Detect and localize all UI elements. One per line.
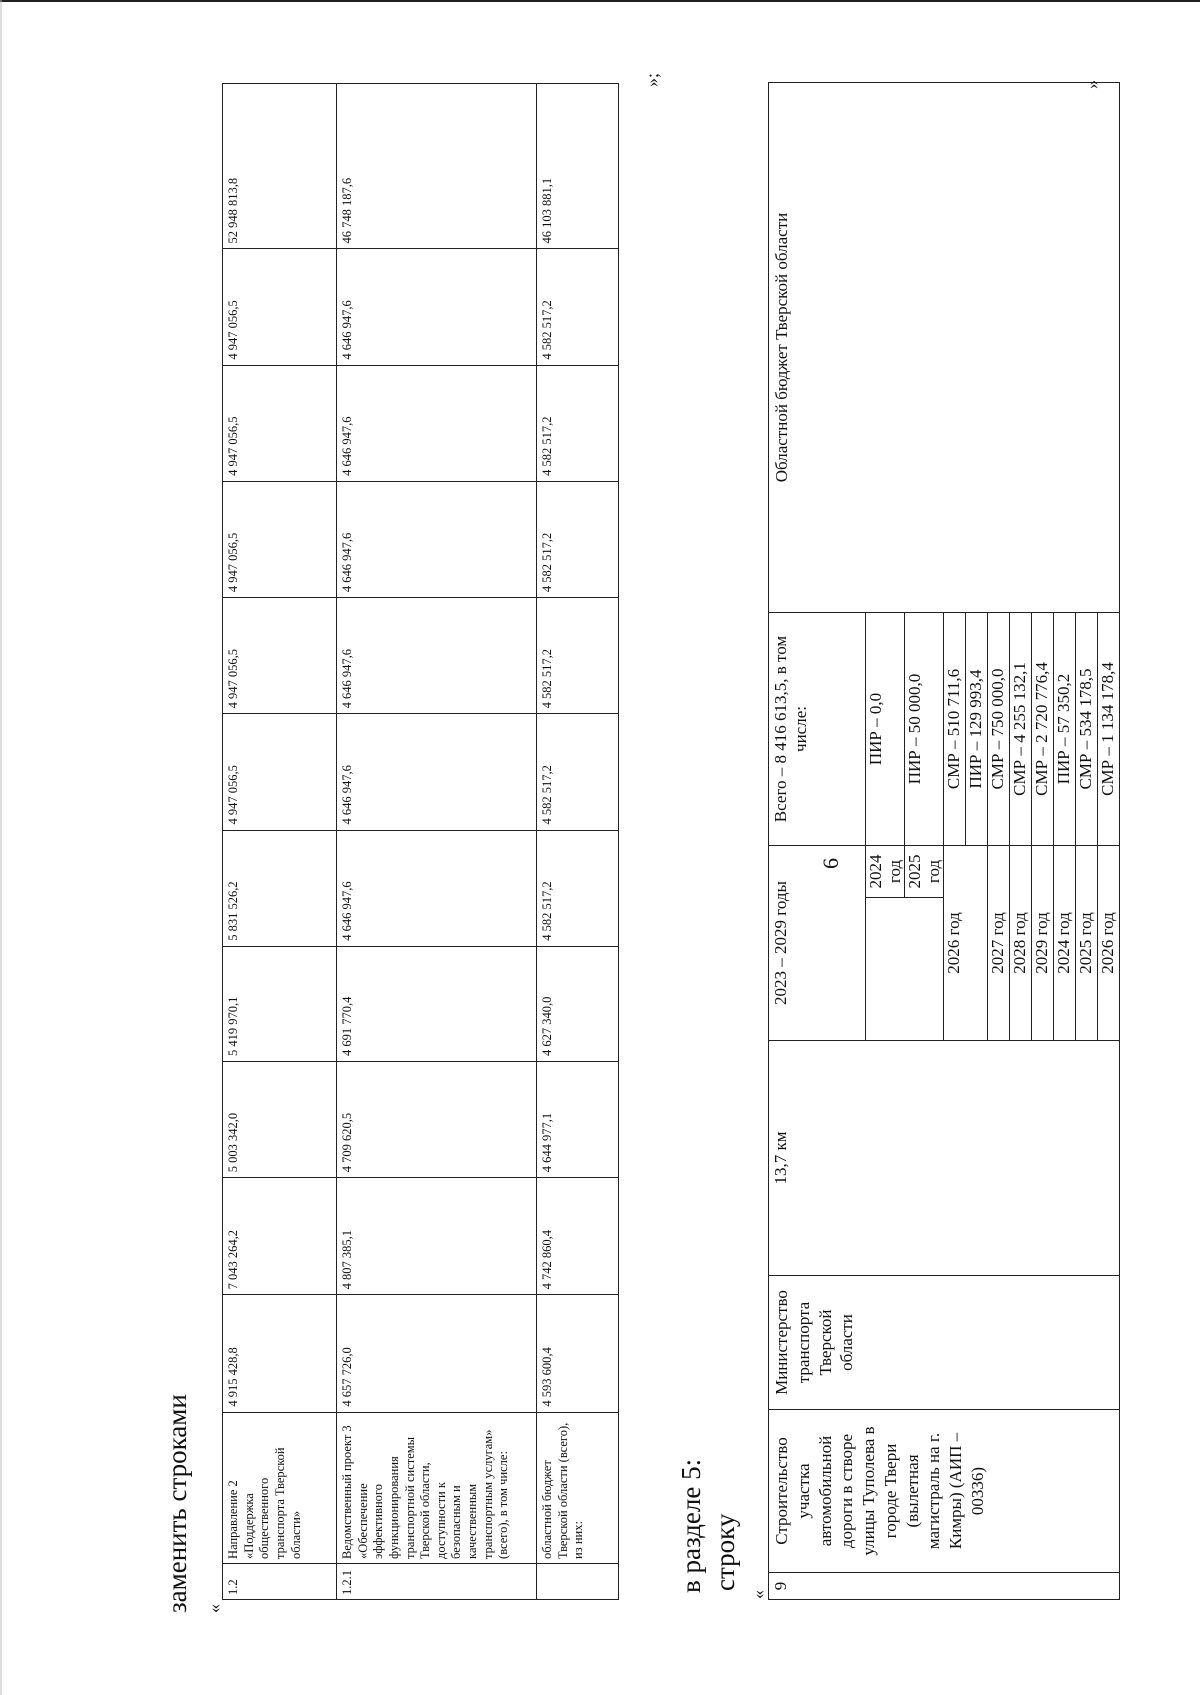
- value-cell: 4 644 977,1: [537, 1061, 619, 1177]
- value-cell: 4 582 517,2: [537, 830, 619, 946]
- row-label: областной бюджет Тверской области (всего), из них:: [537, 1412, 619, 1563]
- amount-cell: СМР – 750 000,0: [988, 613, 1010, 846]
- value-cell: 4 646 947,6: [337, 830, 537, 946]
- row-number: [537, 1563, 619, 1599]
- value-cell: 4 915 428,8: [223, 1295, 337, 1412]
- amount-cell: СМР – 4 255 132,1: [1010, 613, 1032, 846]
- table-row: [537, 84, 619, 1600]
- value-cell: 4 657 726,0: [337, 1295, 537, 1412]
- close-quote-1: »;: [642, 72, 662, 87]
- period-cell: 2023 – 2029 годы: [769, 846, 866, 1041]
- value-cell: 4 646 947,6: [337, 365, 537, 481]
- value-cell: 4 947 056,5: [223, 714, 337, 830]
- year-cell: 2029 год: [1032, 846, 1054, 1041]
- year-cell: 2024 год: [1054, 846, 1076, 1041]
- row-number: 1.2.1: [337, 1563, 537, 1599]
- amount-cell: ПИР – 129 993,4: [966, 613, 988, 846]
- length-cell: 13,7 км: [769, 1041, 1120, 1276]
- year-cell: 2025 год: [1076, 846, 1098, 1041]
- section-heading: в разделе 5:: [676, 1458, 706, 1593]
- value-cell: 4 593 600,4: [537, 1295, 619, 1412]
- customer-name: Министерство транспорта Тверской области: [769, 1276, 1120, 1410]
- value-cell: 4 709 620,5: [337, 1061, 537, 1177]
- value-cell: 5 003 342,0: [223, 1061, 337, 1177]
- value-cell: 4 947 056,5: [223, 365, 337, 481]
- total-cell: 46 103 881,1: [537, 84, 619, 249]
- open-quote-1: «: [204, 1604, 224, 1613]
- amount-cell: ПИР – 50 000,0: [905, 613, 944, 846]
- total-cell: 46 748 187,6: [337, 84, 537, 249]
- close-quote-2: »: [1082, 80, 1102, 89]
- row-label: Ведомственный проект 3 «Обеспечение эффективного функционирования транспортной системы Тверской области, доступности к безопасным и качественным транспортным услугам» (всего), в том числе:: [337, 1412, 537, 1563]
- value-cell: 4 646 947,6: [337, 598, 537, 714]
- amount-cell: СМР – 510 711,6: [944, 613, 966, 846]
- value-cell: 7 043 264,2: [223, 1178, 337, 1295]
- value-cell: 4 742 860,4: [537, 1178, 619, 1295]
- row-number: 1.2: [223, 1563, 337, 1599]
- construction-table: [768, 82, 1120, 1600]
- row-heading: строку: [710, 1513, 740, 1591]
- year-cell: 2026 год: [944, 846, 988, 1041]
- value-cell: 4 646 947,6: [337, 714, 537, 830]
- amount-cell: СМР – 2 720 776,4: [1032, 613, 1054, 846]
- year-cell: 2027 год: [988, 846, 1010, 1041]
- row-number: 9: [769, 1573, 1120, 1600]
- value-cell: 4 947 056,5: [223, 598, 337, 714]
- value-cell: 4 582 517,2: [537, 481, 619, 597]
- replace-heading: заменить строками: [162, 1394, 192, 1613]
- year-cell: 2028 год: [1010, 846, 1032, 1041]
- amount-cell: ПИР – 0,0: [866, 613, 905, 846]
- blank-cell: [866, 898, 944, 1041]
- funding-source: Областной бюджет Тверской области: [769, 83, 1120, 613]
- value-cell: 4 807 385,1: [337, 1178, 537, 1295]
- table-row: [337, 84, 537, 1600]
- total-cell: Всего – 8 416 613,5, в том числе:: [769, 613, 866, 846]
- value-cell: 4 947 056,5: [223, 481, 337, 597]
- year-cell: 2026 год: [1098, 846, 1120, 1041]
- value-cell: 4 947 056,5: [223, 249, 337, 365]
- value-cell: 4 646 947,6: [337, 249, 537, 365]
- year-cell: 2025 год: [905, 846, 944, 898]
- value-cell: 5 831 526,2: [223, 830, 337, 946]
- row-label: Направление 2 «Поддержка общественного транспорта Тверской области»: [223, 1412, 337, 1563]
- total-cell: 52 948 813,8: [223, 84, 337, 249]
- amount-cell: СМР – 1 134 178,4: [1098, 613, 1120, 846]
- value-cell: 4 691 770,4: [337, 946, 537, 1061]
- year-cell: 2024 год: [866, 846, 905, 898]
- object-name: Строительство участка автомобильной дороги в створе улицы Туполева в городе Твери (вылетная магистраль на г. Кимры) (АИП – 00336): [769, 1410, 1120, 1573]
- amount-cell: ПИР – 57 350,2: [1054, 613, 1076, 846]
- table-row: [223, 84, 337, 1600]
- amount-cell: СМР – 534 178,5: [1076, 613, 1098, 846]
- value-cell: 4 582 517,2: [537, 714, 619, 830]
- value-cell: 4 582 517,2: [537, 598, 619, 714]
- value-cell: 4 582 517,2: [537, 365, 619, 481]
- value-cell: 4 627 340,0: [537, 946, 619, 1061]
- open-quote-2: «: [748, 1590, 768, 1599]
- page-number: 6: [818, 858, 843, 869]
- value-cell: 4 582 517,2: [537, 249, 619, 365]
- value-cell: 4 646 947,6: [337, 481, 537, 597]
- budget-table: [222, 83, 619, 1600]
- value-cell: 5 419 970,1: [223, 946, 337, 1061]
